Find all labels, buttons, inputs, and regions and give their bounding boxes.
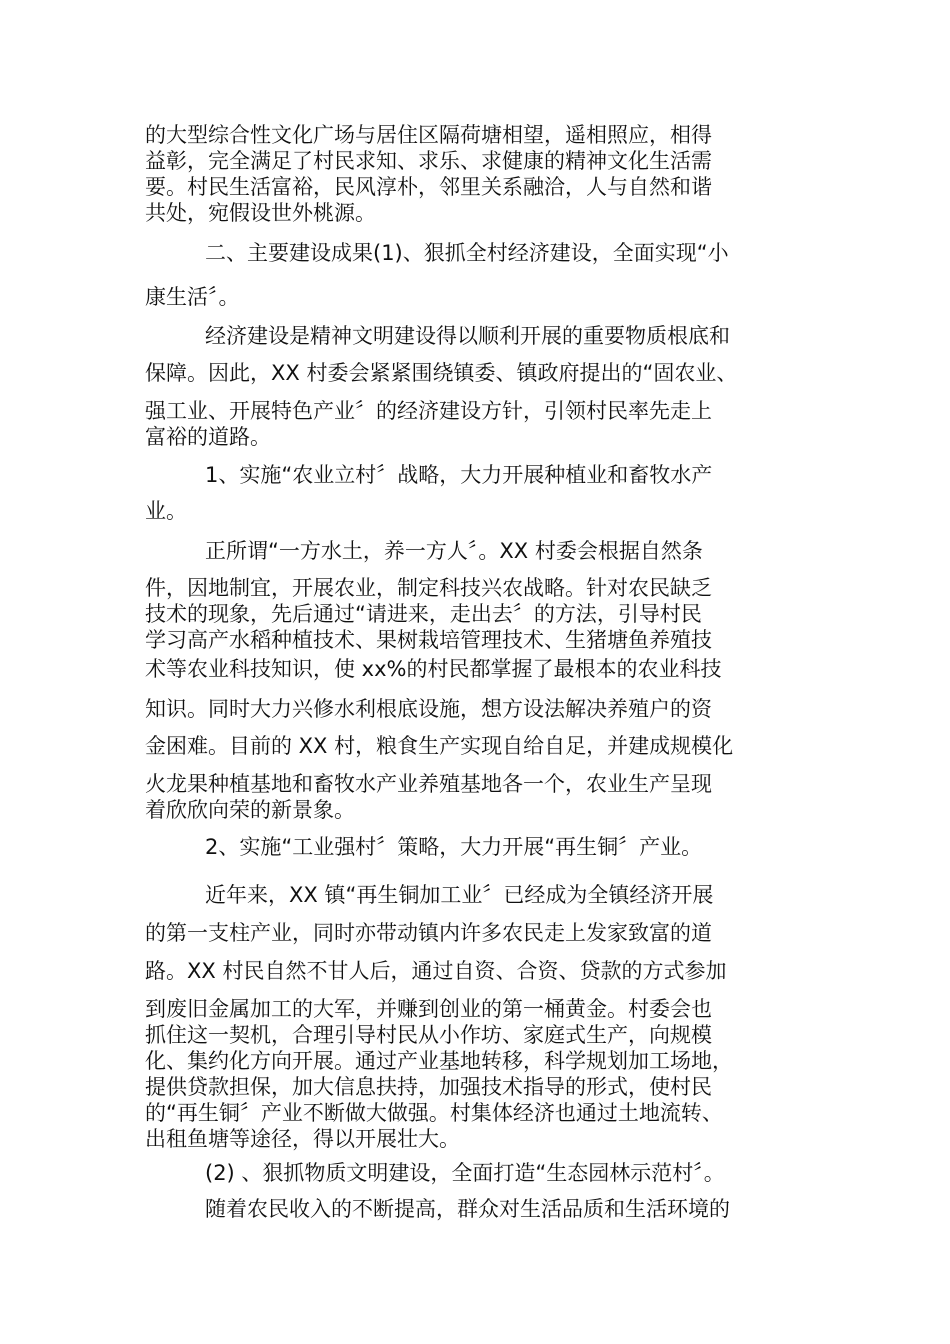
text-line: 业。: [145, 499, 187, 523]
text-line: 到废旧金属加工的大军，并赚到创业的第一桶黄金。村委会也: [145, 997, 712, 1021]
text-line: 的大型综合性文化广场与居住区隔荷塘相望，遥相照应，相得: [145, 123, 712, 147]
text-line: 随着农民收入的不断提高，群众对生活品质和生活环境的: [205, 1197, 730, 1221]
text-line: 经济建设是精神文明建设得以顺利开展的重要物质根底和: [205, 324, 730, 348]
text-line: 火龙果种植基地和畜牧水产业养殖基地各一个，农业生产呈现: [145, 772, 712, 796]
text-line: 正所谓“一方水土，养一方人〞。XX 村委会根据自然条: [205, 539, 703, 563]
text-line: 康生活〞。: [145, 285, 240, 309]
text-line: 术等农业科技知识，使 xx%的村民都掌握了最根本的农业科技: [145, 657, 722, 681]
text-line: 出租鱼塘等途径，得以开展壮大。: [145, 1127, 460, 1151]
text-line: 提供贷款担保，加大信息扶持，加强技术指导的形式，使村民: [145, 1075, 712, 1099]
text-line: 学习高产水稻种植技术、果树栽培管理技术、生猪塘鱼养殖技: [145, 628, 712, 652]
text-line: 益彰，完全满足了村民求知、求乐、求健康的精神文化生活需: [145, 149, 712, 173]
text-line: 路。XX 村民自然不甘人后，通过自资、合资、贷款的方式参加: [145, 959, 727, 983]
text-line: 的第一支柱产业，同时亦带动镇内许多农民走上发家致富的道: [145, 921, 712, 945]
text-line: 着欣欣向荣的新景象。: [145, 798, 355, 822]
text-line: 化、集约化方向开展。通过产业基地转移，科学规划加工场地，: [145, 1049, 733, 1073]
text-line: 近年来，XX 镇“再生铜加工业〞已经成为全镇经济开展: [205, 883, 714, 907]
text-line: 知识。同时大力兴修水利根底设施，想方设法解决养殖户的资: [145, 697, 712, 721]
section-heading: 二、主要建设成果(1)、狠抓全村经济建设，全面实现“小: [205, 241, 729, 265]
text-line: 要。村民生活富裕，民风淳朴，邻里关系融洽，人与自然和谐: [145, 175, 712, 199]
section-heading: (2) 、狠抓物质文明建设，全面打造“生态园林示范村〞。: [205, 1161, 725, 1185]
text-line: 的“再生铜〞产业不断做大做强。村集体经济也通过土地流转、: [145, 1101, 723, 1125]
text-line: 金困难。目前的 XX 村，粮食生产实现自给自足，并建成规模化: [145, 734, 734, 758]
subsection-heading: 1、实施“农业立村〞战略，大力开展种植业和畜牧水产: [205, 463, 713, 487]
subsection-heading: 2、实施“工业强村〞策略，大力开展“再生铜〞产业。: [205, 835, 703, 859]
text-line: 共处，宛假设世外桃源。: [145, 201, 376, 225]
text-line: 技术的现象，先后通过“请进来，走出去〞的方法，引导村民: [145, 602, 702, 626]
text-line: 件，因地制宜，开展农业，制定科技兴农战略。针对农民缺乏: [145, 576, 712, 600]
text-line: 抓住这一契机，合理引导村民从小作坊、家庭式生产，向规模: [145, 1023, 712, 1047]
text-line: 保障。因此，XX 村委会紧紧围绕镇委、镇政府提出的“固农业、: [145, 361, 738, 385]
text-line: 强工业、开展特色产业〞的经济建设方针，引领村民率先走上: [145, 399, 712, 423]
text-line: 富裕的道路。: [145, 425, 271, 449]
